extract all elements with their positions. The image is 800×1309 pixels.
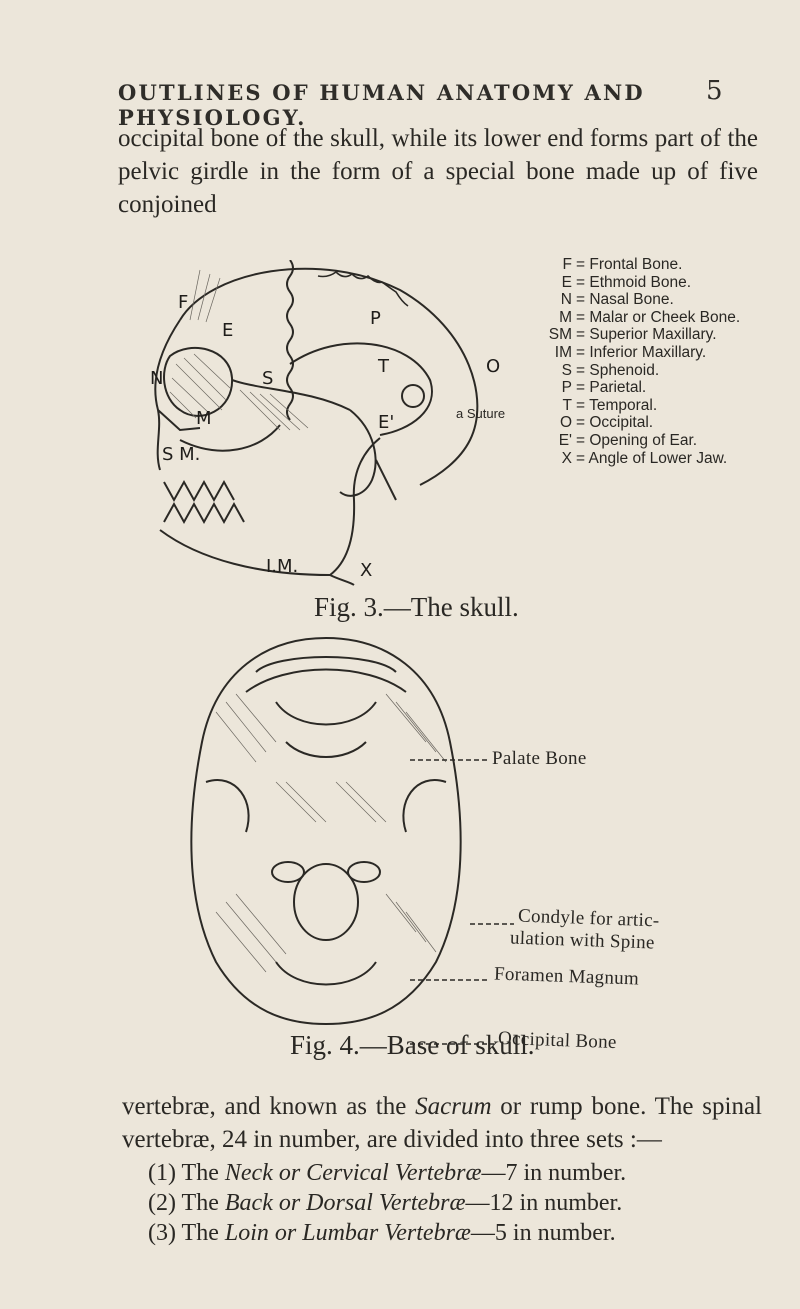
legend-item: F = Frontal Bone.	[562, 256, 683, 273]
label-SM: S M.	[162, 444, 201, 465]
running-head: OUTLINES OF HUMAN ANATOMY AND PHYSIOLOGY.	[118, 80, 645, 130]
vertebrae-list	[148, 1158, 626, 1248]
legend-item: T = Temporal.	[562, 396, 658, 414]
annotation-condyle-line-1: Condyle for artic-	[517, 905, 660, 932]
paragraph-vertebrae: vertebræ, and known as the Sacrum or rump bone. The spinal vertebræ, 24 in number, are divided into three sets :—	[122, 1093, 763, 1153]
legend-item: SM = Superior Maxillary.	[548, 326, 717, 344]
label-P-left: P	[370, 308, 381, 329]
label-F: F	[178, 292, 189, 313]
page-number: 5	[706, 76, 723, 106]
paragraph-intro: occipital bone of the skull, while its lower end forms part of the pelvic girdle in the form of a special bone made up of five conjoined	[118, 125, 758, 218]
annotation-foramen: Foramen Magnum	[493, 963, 640, 990]
label-IM: I.M.	[266, 556, 299, 577]
legend-item: P = Parietal.	[561, 379, 647, 397]
legend-item: X = Angle of Lower Jaw.	[561, 449, 728, 467]
skull-legend	[542, 256, 740, 467]
legend-item: E' = Opening of Ear.	[558, 431, 698, 449]
suture-label: a Suture	[456, 406, 506, 421]
legend-item: O = Occipital.	[559, 414, 654, 432]
annotation-palate: Palate Bone	[492, 748, 587, 769]
label-N: N	[150, 368, 164, 389]
figure-4-caption: Fig. 4.—Base of skull.	[290, 1030, 535, 1060]
label-X: X	[360, 560, 373, 581]
label-E-prime: E'	[378, 412, 395, 433]
annotation-condyle-line-2: ulation with Spine	[509, 927, 656, 954]
label-O: O	[486, 356, 501, 377]
list-item: (2) The Back or Dorsal Vertebræ—12 in number.	[148, 1190, 623, 1216]
figure-4-leader-lines	[410, 740, 530, 1060]
label-E: E	[222, 320, 234, 341]
figure-3-caption: Fig. 3.—The skull.	[314, 592, 519, 622]
sacrum-term: Sacrum	[415, 1093, 492, 1120]
label-S: S	[262, 368, 274, 389]
label-M: M	[196, 408, 212, 429]
legend-item: IM = Inferior Maxillary.	[554, 343, 707, 361]
list-item: (1) The Neck or Cervical Vertebræ—7 in number.	[148, 1160, 627, 1186]
label-T: T	[378, 356, 389, 377]
annotation-occipital: Occipital Bone	[497, 1027, 618, 1054]
list-item: (3) The Loin or Lumbar Vertebræ—5 in number.	[148, 1220, 616, 1246]
skull-lateral-illustration	[140, 260, 500, 590]
legend-item: N = Nasal Bone.	[560, 291, 674, 309]
legend-item: M = Malar or Cheek Bone.	[559, 308, 741, 326]
legend-item: S = Sphenoid.	[561, 361, 660, 379]
legend-item: E = Ethmoid Bone.	[561, 273, 692, 291]
